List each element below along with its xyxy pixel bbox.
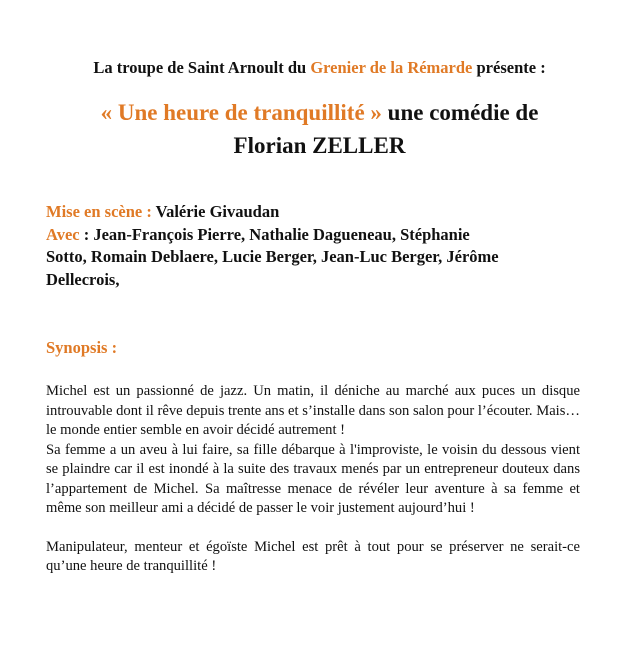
intro-line xyxy=(0,58,639,78)
synopsis-body xyxy=(46,382,580,577)
troupe-name: Grenier de la Rémarde xyxy=(310,58,473,77)
direction-line xyxy=(46,201,606,224)
intro-suffix: présente : xyxy=(472,58,546,77)
cast-names-1: : Jean-François Pierre, Nathalie Dagueneau, Stéphanie xyxy=(79,224,470,244)
direction-value: Valérie Givaudan xyxy=(151,202,280,221)
cast-line-3: Dellecrois, xyxy=(46,269,120,289)
synopsis-paragraph-1: Michel est un passionné de jazz. Un matin, il déniche au marché aux puces un disque introuvable dont il rêve depuis trente ans et s’installe dans son salon pour l’écouter. Mais… le monde entier semble en avoir décidé autrement ! xyxy=(46,383,580,438)
cast-label: Avec xyxy=(46,224,80,244)
synopsis-paragraph-2: Sa femme a un aveu à lui faire, sa fille débarque à l'improviste, le voisin du dessous vient se plaindre car il est inondé à la suite des travaux menés par un entrepreneur douteux dans l’appartement de Michel. Sa maîtresse menace de révéler leur aventure à sa femme et même son meilleur ami a décidé de passer le voir justement aujourd’hui ! xyxy=(46,441,580,516)
synopsis-paragraph-3: Manipulateur, menteur et égoïste Michel est prêt à tout pour se préserver ne serait-ce qu’une heure de tranquillité ! xyxy=(46,538,580,574)
comedy-of-label: une comédie de xyxy=(381,100,539,125)
intro-prefix: La troupe de Saint Arnoult du xyxy=(93,58,311,77)
credits-block xyxy=(46,201,606,291)
play-title-block xyxy=(0,96,639,162)
direction-label: Mise en scène : xyxy=(46,202,152,221)
synopsis-heading: Synopsis : xyxy=(46,338,118,357)
play-title: « Une heure de tranquillité » xyxy=(100,100,382,125)
author-name: Florian ZELLER xyxy=(233,133,406,158)
cast-line-1 xyxy=(46,224,606,247)
play-title-line xyxy=(0,96,639,129)
cast-line-2: Sotto, Romain Deblaere, Lucie Berger, Jean-Luc Berger, Jérôme xyxy=(46,247,499,266)
